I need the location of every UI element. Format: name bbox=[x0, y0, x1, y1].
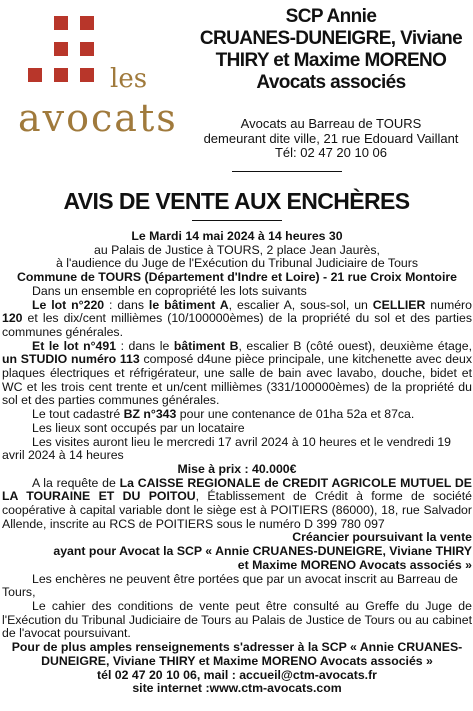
logo-square bbox=[80, 16, 94, 30]
sale-place: au Palais de Justice à TOURS, 2 place Jean Jaurès, bbox=[94, 242, 380, 257]
sale-date: Le Mardi 14 mai 2024 à 14 heures 30 bbox=[131, 229, 343, 243]
bar-line: demeurant dite ville, 21 rue Edouard Vaillant bbox=[203, 130, 459, 146]
notice-title: AVIS DE VENTE AUX ENCHÈRES bbox=[63, 188, 410, 214]
encheres: Les enchères ne peuvent être portées que par un avocat inscrit au Barreau de Tours, bbox=[2, 571, 458, 600]
notice-body bbox=[2, 230, 472, 696]
firm-name bbox=[196, 6, 466, 94]
firm-line: SCP Annie bbox=[285, 6, 377, 27]
logo-square bbox=[54, 42, 68, 56]
logo-square bbox=[80, 68, 94, 82]
creancier-line: Créancier poursuivant la vente bbox=[292, 530, 472, 545]
requete: A la requête de La CAISSE REGIONALE de CREDIT AGRICOLE MUTUEL DE LA TOURAINE ET DU POITOU, Établissement de Crédit à forme de société coopérative à capital variable dont le siège est à POITIERS (86000), 18, rue Salvador Allende, inscrite au RCS de POITIERS sous le numéro D 399 780 097 bbox=[2, 475, 472, 531]
logo-square bbox=[80, 42, 94, 56]
logo-square bbox=[54, 68, 68, 82]
logo-square bbox=[54, 16, 68, 30]
divider bbox=[192, 220, 282, 221]
firm-line: CRUANES-DUNEIGRE, Viviane bbox=[199, 28, 463, 49]
visits: Les visites auront lieu le mercredi 17 avril 2024 à 10 heures et le vendredi 19 avril 2024 à 14 heures bbox=[2, 434, 452, 463]
sale-ensemble: Dans un ensemble en copropriété les lots suivants bbox=[32, 283, 307, 298]
logo-avocats: avocats bbox=[18, 96, 178, 140]
sale-commune: Commune de TOURS (Département d'Indre et Loire) - 21 rue Croix Montoire bbox=[17, 270, 457, 285]
bar-line: Avocats au Barreau de TOURS bbox=[240, 116, 422, 131]
firm-address bbox=[198, 117, 464, 161]
firm-logo bbox=[18, 8, 188, 140]
occupancy: Les lieux sont occupés par un locataire bbox=[32, 420, 245, 435]
contact-line: Pour de plus amples renseignements s'adresser à la SCP « Annie CRUANES-DUNEIGRE, Viviane THIRY et Maxime MORENO Avocats associés » bbox=[11, 640, 463, 668]
cadastre: Le tout cadastré BZ n°343 pour une contenance de 01ha 52a et 87ca. bbox=[32, 407, 415, 422]
logo-square bbox=[28, 68, 42, 82]
cahier: Le cahier des conditions de vente peut être consulté au Greffe du Juge de l'Exécution du Tribunal Judiciaire de Tours au Palais de Justice de Tours ou au cabinet de l'avocat poursuivant. bbox=[2, 598, 472, 641]
creancier-line: et Maxime MORENO Avocats associés » bbox=[237, 557, 472, 572]
contact-line: site internet :www.ctm-avocats.com bbox=[132, 681, 342, 696]
lot-491: Et le lot n°491 : dans le bâtiment B, escalier B (côté ouest), deuxième étage, un STUDIO numéro 113 composé d4une pièce principale, une kitchenette avec deux plaques électriques et réfrigérateur, une salle de bain avec lavabo, douche, bidet et WC et les trois cent trente et un/cent millièmes (331/100000èmes) de la propriété du sol et des parties communes générales. bbox=[2, 338, 472, 408]
mise-a-prix: Mise à prix : 40.000€ bbox=[177, 461, 297, 476]
firm-line: THIRY et Maxime MORENO bbox=[215, 50, 447, 71]
lot-220: Le lot n°220 : dans le bâtiment A, escalier A, sous-sol, un CELLIER numéro 120 et les dix/cent millièmes (10/100000èmes) de la propriété du sol et des parties communes générales. bbox=[2, 297, 472, 339]
contact-line: tél 02 47 20 10 06, mail : accueil@ctm-avocats.fr bbox=[97, 667, 377, 682]
bar-line: Tél: 02 47 20 10 06 bbox=[274, 145, 388, 160]
firm-line: Avocats associés bbox=[256, 72, 406, 93]
logo-les: les bbox=[110, 64, 148, 94]
divider bbox=[232, 171, 342, 172]
sale-audience: à l'audience du Juge de l'Exécution du Tribunal Judiciaire de Tours bbox=[56, 256, 418, 271]
creancier-line: ayant pour Avocat la SCP « Annie CRUANES-DUNEIGRE, Viviane THIRY bbox=[53, 544, 472, 559]
